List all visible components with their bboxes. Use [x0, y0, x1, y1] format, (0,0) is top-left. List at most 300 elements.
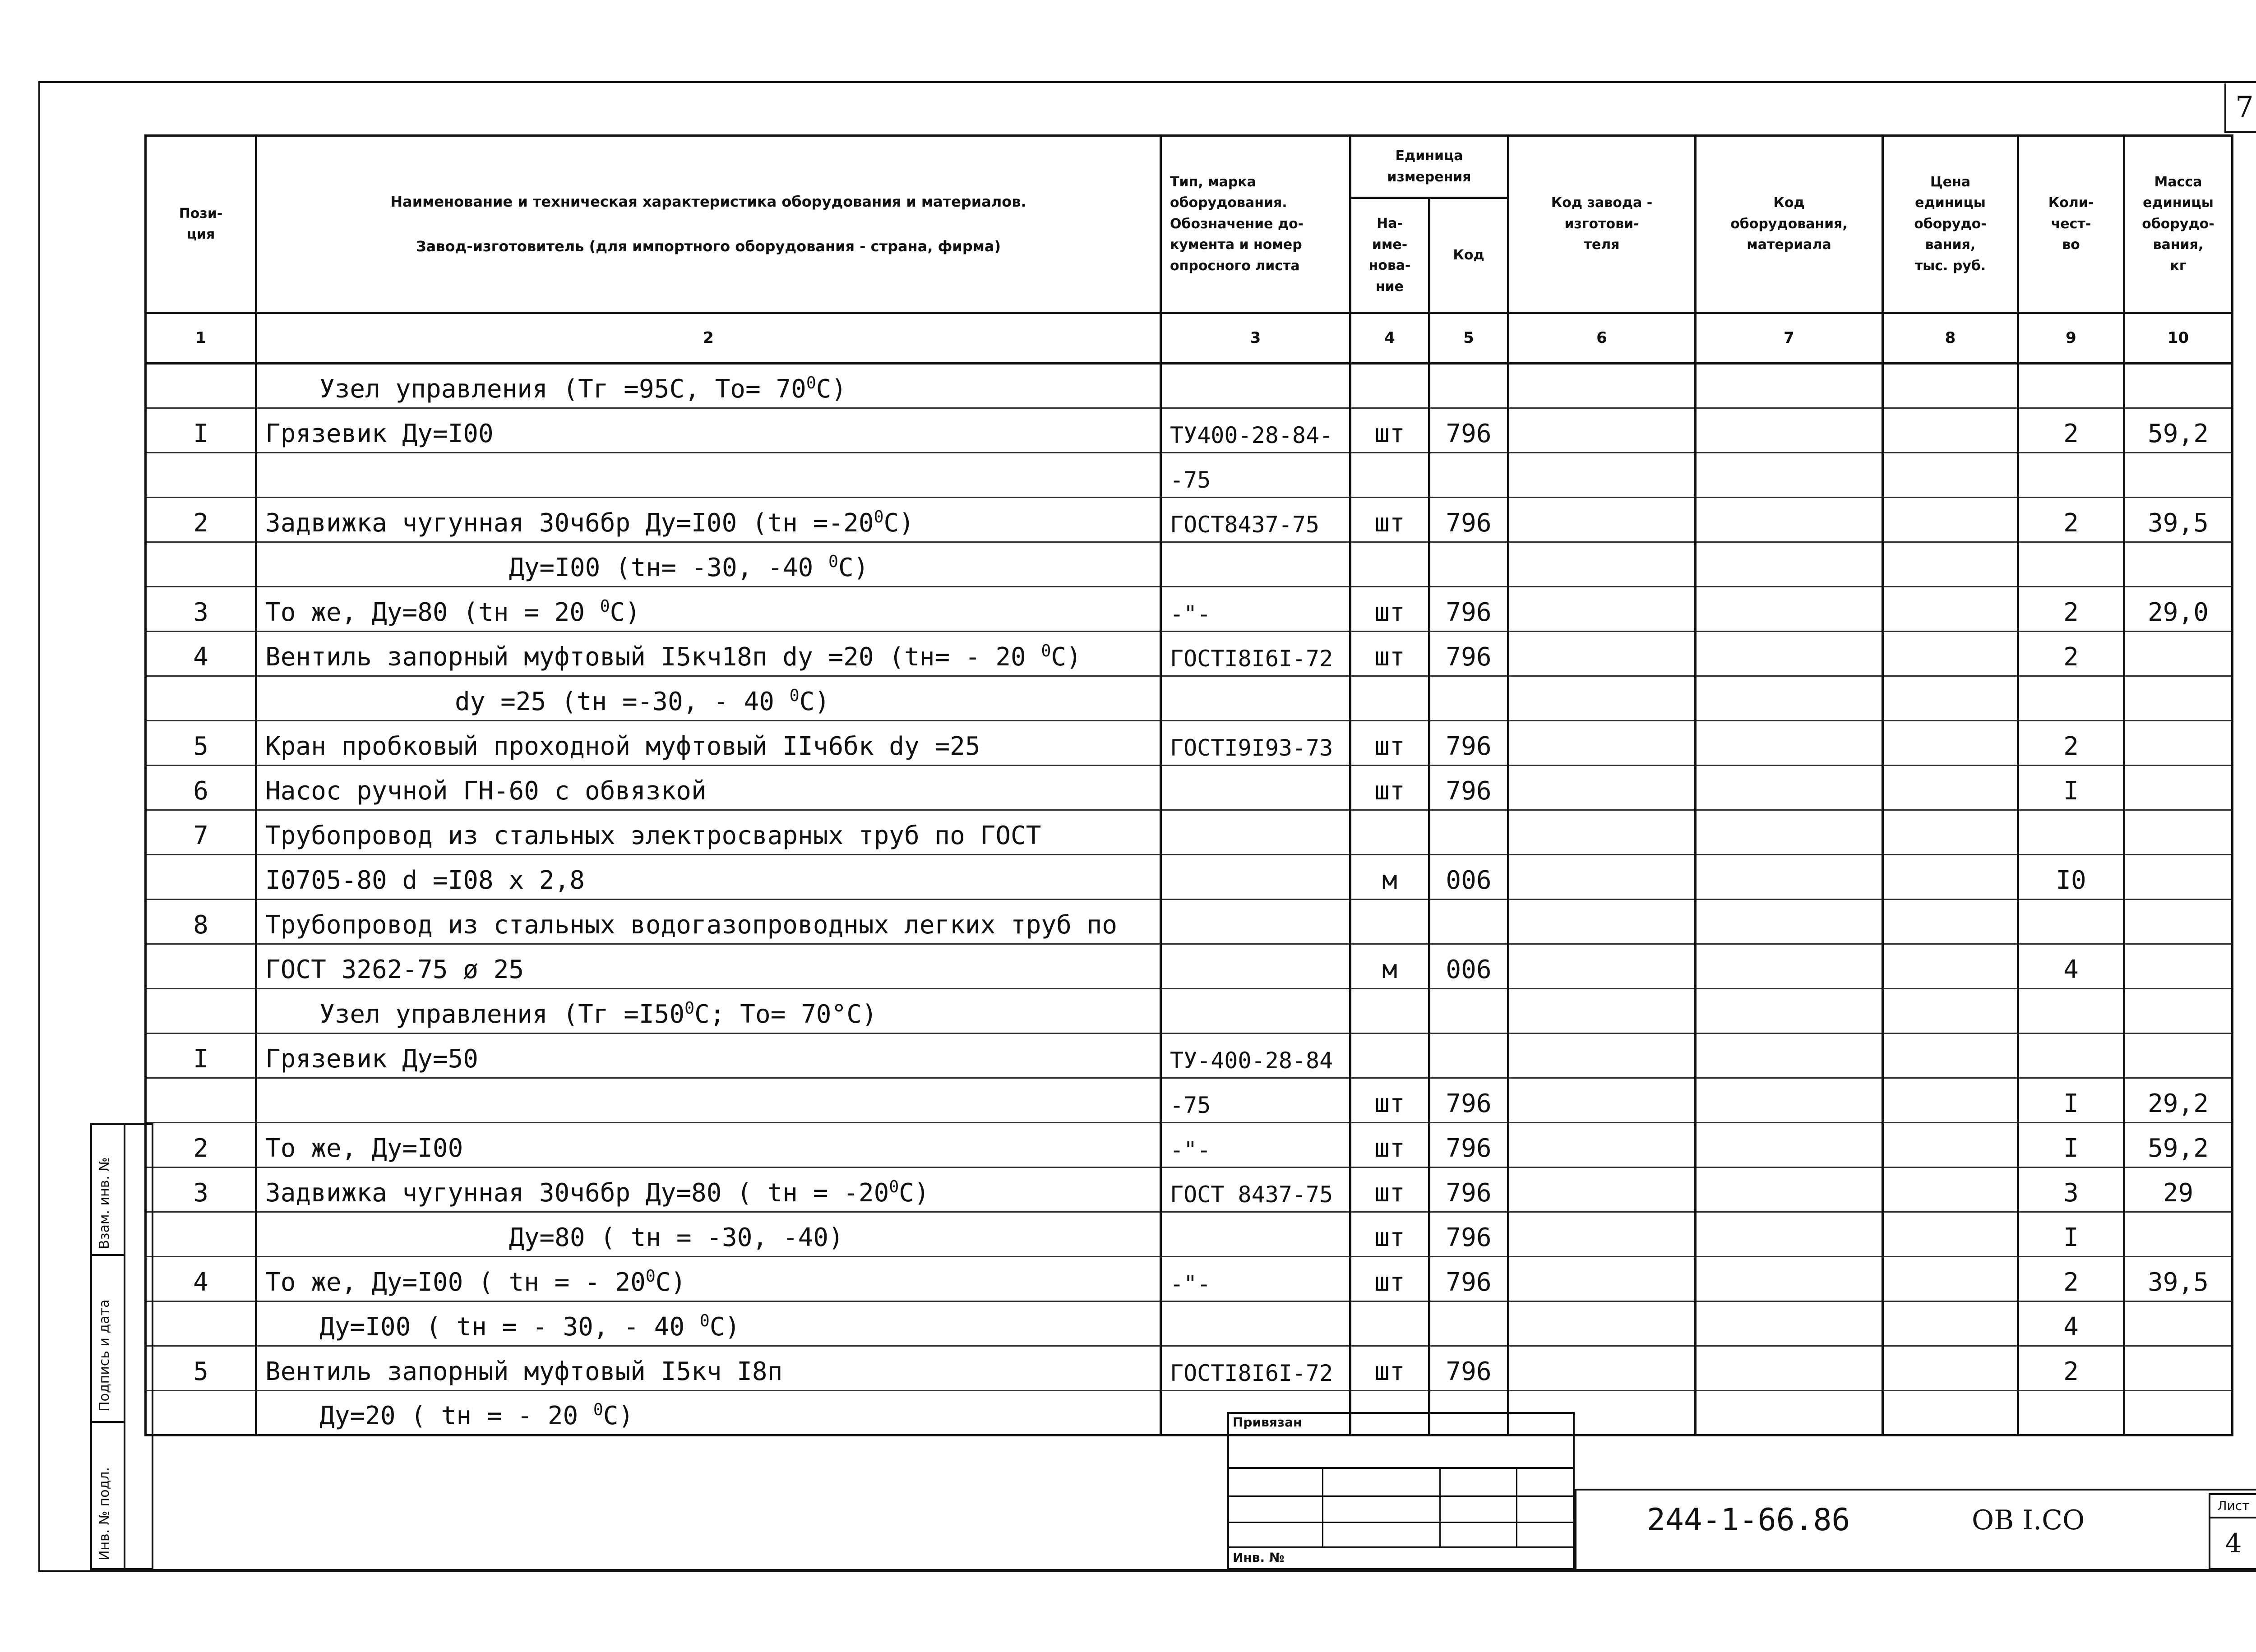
- cell-empty: [1696, 364, 1883, 408]
- cell-name-text: dу =25 (tн =-30, - 40: [455, 687, 790, 716]
- cell-name-text: Узел управления (Тг =95С, То= 70: [319, 374, 806, 404]
- cell-quantity: 2: [2018, 587, 2124, 632]
- cell-document: ТУ400-28-84-: [1161, 408, 1350, 453]
- cell-mass: 39,5: [2124, 1257, 2233, 1301]
- cell-mass: 29: [2124, 1167, 2233, 1212]
- specification-table: [144, 134, 2233, 1436]
- cell-empty: [1883, 855, 2018, 900]
- cell-name-text: Задвижка чугунная 30ч6бр Ду=I00 (tн =-20: [265, 508, 874, 538]
- cell-empty: [1508, 810, 1696, 855]
- cell-position: 5: [146, 1346, 256, 1391]
- cell-empty: [1696, 766, 1883, 810]
- cell-document: ГОСТI8I6I-72: [1161, 632, 1350, 676]
- cell-unit-code: 796: [1429, 1167, 1508, 1212]
- cell-name: [256, 989, 1161, 1034]
- cell-empty: [1696, 676, 1883, 721]
- cell-mass: 29,0: [2124, 587, 2233, 632]
- cell-quantity: 3: [2018, 1167, 2124, 1212]
- cell-unit: шт: [1350, 587, 1429, 632]
- table-row: [146, 1391, 2233, 1435]
- cell-quantity: [2018, 900, 2124, 944]
- table-row: [146, 721, 2233, 766]
- cell-document: [1161, 855, 1350, 900]
- cell-mass: [2124, 1212, 2233, 1257]
- cell-unit-code: 796: [1429, 1078, 1508, 1123]
- cell-mass: [2124, 632, 2233, 676]
- cell-name-text: Ду=20 ( tн = - 20: [319, 1401, 593, 1431]
- cell-quantity: I0: [2018, 855, 2124, 900]
- cell-unit: м: [1350, 944, 1429, 989]
- cell-empty: [1508, 1346, 1696, 1391]
- cell-empty: [1883, 1391, 2018, 1435]
- cell-empty: [1696, 1123, 1883, 1167]
- cell-name: [256, 855, 1161, 900]
- cell-name-text: Кран пробковый проходной муфтовый IIч6бк dу =25: [265, 732, 980, 761]
- cell-name: [256, 1123, 1161, 1167]
- cell-empty: [1883, 989, 2018, 1034]
- cell-name-text: Грязевик Ду=I00: [265, 419, 494, 448]
- degree-superscript: 0: [593, 1399, 603, 1419]
- cell-mass: [2124, 1034, 2233, 1078]
- table-row: [146, 810, 2233, 855]
- cell-empty: [1883, 1212, 2018, 1257]
- attachment-col-line: [1322, 1467, 1323, 1546]
- cell-name: [256, 587, 1161, 632]
- cell-name: [256, 1301, 1161, 1346]
- cell-name-text: Узел управления (Тг =I50: [319, 1000, 685, 1029]
- degree-superscript: 0: [828, 551, 838, 571]
- column-numbers-row: [146, 313, 2233, 364]
- cell-mass: [2124, 453, 2233, 498]
- cell-quantity: 2: [2018, 1346, 2124, 1391]
- header-factory-code: Код завода - изготови- теля: [1508, 136, 1696, 313]
- cell-name-tail: С): [655, 1268, 686, 1297]
- col-number: 2: [256, 313, 1161, 364]
- col-number: 7: [1696, 313, 1883, 364]
- header-unit-code: Код: [1429, 198, 1508, 313]
- cell-empty: [1508, 1167, 1696, 1212]
- cell-empty: [1696, 1034, 1883, 1078]
- cell-name-text: Насос ручной ГН-60 с обвязкой: [265, 776, 707, 806]
- cell-name-tail: С): [709, 1312, 740, 1342]
- bottom-frame-line: [90, 1569, 2256, 1571]
- cell-empty: [1508, 944, 1696, 989]
- cell-unit: шт: [1350, 632, 1429, 676]
- cell-mass: [2124, 1301, 2233, 1346]
- cell-empty: [1508, 1212, 1696, 1257]
- col-number: 4: [1350, 313, 1429, 364]
- cell-position: 5: [146, 721, 256, 766]
- cell-empty: [1696, 1391, 1883, 1435]
- header-mass: Масса единицы оборудо- вания, кг: [2124, 136, 2233, 313]
- cell-position: [146, 453, 256, 498]
- cell-document: -75: [1161, 1078, 1350, 1123]
- table-row: [146, 1257, 2233, 1301]
- cell-empty: [1883, 1034, 2018, 1078]
- cell-unit: шт: [1350, 1212, 1429, 1257]
- col-number: 5: [1429, 313, 1508, 364]
- cell-position: 7: [146, 810, 256, 855]
- stamp-cell-inv-vzam: [92, 1125, 124, 1256]
- cell-unit-code: 796: [1429, 587, 1508, 632]
- cell-empty: [1508, 1078, 1696, 1123]
- cell-unit-code: [1429, 989, 1508, 1034]
- cell-name: [256, 721, 1161, 766]
- cell-unit: м: [1350, 855, 1429, 900]
- cell-unit-code: [1429, 453, 1508, 498]
- col-number: 6: [1508, 313, 1696, 364]
- cell-empty: [1883, 453, 2018, 498]
- attachment-col-line: [1439, 1467, 1441, 1546]
- table-row: [146, 1212, 2233, 1257]
- cell-empty: [1508, 855, 1696, 900]
- cell-mass: 39,5: [2124, 498, 2233, 542]
- sheet-number: 4: [2225, 1528, 2242, 1559]
- cell-position: [146, 989, 256, 1034]
- cell-quantity: I: [2018, 766, 2124, 810]
- cell-unit-code: [1429, 1034, 1508, 1078]
- cell-empty: [1883, 587, 2018, 632]
- cell-document: [1161, 542, 1350, 587]
- specification-body: [146, 364, 2233, 1435]
- cell-empty: [1696, 989, 1883, 1034]
- attachment-row-line: [1227, 1467, 1575, 1469]
- cell-name: [256, 453, 1161, 498]
- cell-unit: шт: [1350, 1257, 1429, 1301]
- cell-quantity: 2: [2018, 498, 2124, 542]
- cell-mass: [2124, 989, 2233, 1034]
- degree-superscript: 0: [874, 507, 884, 526]
- degree-superscript: 0: [699, 1311, 710, 1330]
- cell-document: [1161, 364, 1350, 408]
- cell-empty: [1508, 676, 1696, 721]
- cell-name: [256, 498, 1161, 542]
- cell-mass: [2124, 810, 2233, 855]
- cell-empty: [1883, 1167, 2018, 1212]
- cell-unit: шт: [1350, 498, 1429, 542]
- table-row: [146, 453, 2233, 498]
- cell-empty: [1883, 1078, 2018, 1123]
- table-row: [146, 1346, 2233, 1391]
- cell-empty: [1696, 1346, 1883, 1391]
- cell-name: [256, 364, 1161, 408]
- cell-quantity: [2018, 542, 2124, 587]
- stamp-label-inv-orig: Инв. № подл.: [97, 1467, 112, 1560]
- cell-document: -"-: [1161, 1257, 1350, 1301]
- cell-name-text: ГОСТ 3262-75 ø 25: [265, 955, 524, 984]
- cell-name: [256, 1078, 1161, 1123]
- cell-unit: шт: [1350, 1346, 1429, 1391]
- cell-empty: [1883, 766, 2018, 810]
- cell-empty: [1508, 1257, 1696, 1301]
- sheet-box: [2209, 1493, 2256, 1570]
- cell-empty: [1883, 364, 2018, 408]
- cell-quantity: [2018, 453, 2124, 498]
- header-position: Пози- ция: [146, 136, 256, 313]
- cell-empty: [1883, 721, 2018, 766]
- cell-document: [1161, 1301, 1350, 1346]
- cell-position: [146, 944, 256, 989]
- cell-mass: 59,2: [2124, 1123, 2233, 1167]
- header-unit-name: На- име- нова- ние: [1350, 198, 1429, 313]
- cell-name-tail: С): [899, 1178, 929, 1208]
- cell-empty: [1508, 587, 1696, 632]
- cell-empty: [1696, 1078, 1883, 1123]
- cell-position: [146, 855, 256, 900]
- side-stamp: [90, 1123, 153, 1570]
- cell-quantity: 2: [2018, 1257, 2124, 1301]
- title-block-top-line: [1575, 1489, 2256, 1490]
- sheet-label: Лист: [2210, 1495, 2256, 1518]
- cell-quantity: [2018, 364, 2124, 408]
- cell-empty: [1508, 542, 1696, 587]
- table-row: [146, 587, 2233, 632]
- cell-empty: [1508, 1301, 1696, 1346]
- cell-name-text: Ду=I00 ( tн = - 30, - 40: [319, 1312, 700, 1342]
- cell-document: [1161, 766, 1350, 810]
- stamp-label-sign-date: Подпись и дата: [97, 1299, 112, 1412]
- col-number: 8: [1883, 313, 2018, 364]
- cell-unit: [1350, 989, 1429, 1034]
- cell-empty: [1696, 498, 1883, 542]
- cell-empty: [1696, 632, 1883, 676]
- degree-superscript: 0: [1041, 641, 1051, 660]
- cell-name: [256, 810, 1161, 855]
- cell-position: I: [146, 1034, 256, 1078]
- cell-document: [1161, 944, 1350, 989]
- cell-unit-code: [1429, 364, 1508, 408]
- inventory-number-label: Инв. №: [1233, 1550, 1285, 1565]
- table-row: [146, 1167, 2233, 1212]
- cell-empty: [1883, 408, 2018, 453]
- cell-name: [256, 1212, 1161, 1257]
- cell-mass: [2124, 900, 2233, 944]
- degree-superscript: 0: [645, 1266, 656, 1286]
- cell-document: -"-: [1161, 1123, 1350, 1167]
- title-block-left-line: [1575, 1489, 1576, 1570]
- cell-empty: [1883, 1346, 2018, 1391]
- cell-empty: [1696, 1167, 1883, 1212]
- cell-unit-code: 796: [1429, 1123, 1508, 1167]
- document-number: 244-1-66.86: [1647, 1502, 1850, 1538]
- header-unit: Единица измерения: [1350, 136, 1508, 198]
- attachment-block: [1227, 1412, 1575, 1570]
- cell-document: -"-: [1161, 587, 1350, 632]
- header-name: Наименование и техническая характеристика оборудования и материалов. Завод-изготовитель (для импортного оборудования - страна, фирма): [256, 136, 1161, 313]
- cell-document: ГОСТI8I6I-72: [1161, 1346, 1350, 1391]
- cell-name: [256, 900, 1161, 944]
- cell-mass: [2124, 676, 2233, 721]
- cell-mass: [2124, 944, 2233, 989]
- cell-empty: [1696, 453, 1883, 498]
- cell-mass: 59,2: [2124, 408, 2233, 453]
- cell-unit: шт: [1350, 408, 1429, 453]
- cell-unit: [1350, 364, 1429, 408]
- cell-empty: [1696, 900, 1883, 944]
- cell-unit: шт: [1350, 721, 1429, 766]
- table-row: [146, 1078, 2233, 1123]
- cell-position: 2: [146, 498, 256, 542]
- attachment-row-line: [1227, 1546, 1575, 1548]
- table-row: [146, 498, 2233, 542]
- cell-unit: [1350, 900, 1429, 944]
- cell-name-text: То же, Ду=I00: [265, 1134, 463, 1163]
- cell-unit-code: 796: [1429, 766, 1508, 810]
- cell-unit: [1350, 676, 1429, 721]
- table-row: [146, 542, 2233, 587]
- cell-position: 3: [146, 587, 256, 632]
- cell-unit: [1350, 542, 1429, 587]
- cell-quantity: [2018, 810, 2124, 855]
- cell-name-text: То же, Ду=80 (tн = 20: [265, 598, 600, 627]
- cell-document: ГОСТ 8437-75: [1161, 1167, 1350, 1212]
- cell-empty: [1508, 498, 1696, 542]
- cell-position: [146, 1391, 256, 1435]
- cell-name-tail: С): [799, 687, 830, 716]
- cell-empty: [1696, 855, 1883, 900]
- cell-position: [146, 542, 256, 587]
- cell-mass: 29,2: [2124, 1078, 2233, 1123]
- cell-empty: [1883, 944, 2018, 989]
- cell-quantity: I: [2018, 1078, 2124, 1123]
- cell-name-text: То же, Ду=I00 ( tн = - 20: [265, 1268, 646, 1297]
- cell-position: 3: [146, 1167, 256, 1212]
- cell-name: [256, 1034, 1161, 1078]
- cell-document: [1161, 810, 1350, 855]
- cell-empty: [1883, 1123, 2018, 1167]
- header-price: Цена единицы оборудо- вания, тыс. руб.: [1883, 136, 2018, 313]
- col-number: 1: [146, 313, 256, 364]
- cell-unit-code: [1429, 900, 1508, 944]
- cell-position: 4: [146, 632, 256, 676]
- cell-empty: [1508, 408, 1696, 453]
- cell-name-text: Вентиль запорный муфтовый I5кч18п dу =20 (tн= - 20: [265, 642, 1041, 672]
- sheet-number-top: 7: [2224, 83, 2256, 133]
- cell-quantity: 2: [2018, 721, 2124, 766]
- cell-empty: [1883, 632, 2018, 676]
- cell-name-tail: С): [838, 553, 869, 582]
- cell-name: [256, 408, 1161, 453]
- cell-name: [256, 1346, 1161, 1391]
- cell-position: [146, 364, 256, 408]
- cell-unit-code: 796: [1429, 408, 1508, 453]
- cell-empty: [1508, 1034, 1696, 1078]
- cell-name: [256, 766, 1161, 810]
- cell-name-text: Вентиль запорный муфтовый I5кч I8п: [265, 1357, 783, 1386]
- cell-empty: [1883, 900, 2018, 944]
- attachment-col-line: [1516, 1467, 1517, 1546]
- cell-unit: [1350, 453, 1429, 498]
- table-row: [146, 1301, 2233, 1346]
- table-row: [146, 1034, 2233, 1078]
- cell-empty: [1508, 989, 1696, 1034]
- cell-empty: [1883, 676, 2018, 721]
- cell-empty: [1696, 1257, 1883, 1301]
- cell-unit-code: 796: [1429, 721, 1508, 766]
- table-row: [146, 632, 2233, 676]
- cell-position: [146, 1301, 256, 1346]
- cell-document: [1161, 989, 1350, 1034]
- cell-empty: [1696, 587, 1883, 632]
- degree-superscript: 0: [684, 998, 695, 1018]
- cell-quantity: [2018, 1034, 2124, 1078]
- table-row: [146, 989, 2233, 1034]
- cell-name-tail: С): [883, 508, 914, 538]
- cell-empty: [1883, 1301, 2018, 1346]
- table-row: [146, 408, 2233, 453]
- stamp-divider: [124, 1125, 125, 1568]
- cell-name-text: Грязевик Ду=50: [265, 1044, 479, 1074]
- cell-unit: [1350, 1034, 1429, 1078]
- col-number: 9: [2018, 313, 2124, 364]
- cell-name-text: Трубопровод из стальных электросварных труб по ГОСТ: [265, 821, 1041, 850]
- stamp-cell-sign-date: [92, 1256, 124, 1423]
- table-row: [146, 364, 2233, 408]
- cell-unit-code: 796: [1429, 1346, 1508, 1391]
- cell-empty: [1696, 408, 1883, 453]
- cell-name: [256, 632, 1161, 676]
- attachment-row-line: [1227, 1495, 1575, 1497]
- stamp-label-inv-vzam: Взам. инв. №: [97, 1157, 112, 1249]
- table-row: [146, 944, 2233, 989]
- cell-name-text: Ду=I00 (tн= -30, -40: [509, 553, 829, 582]
- cell-position: 2: [146, 1123, 256, 1167]
- degree-superscript: 0: [789, 685, 800, 705]
- cell-document: ТУ-400-28-84: [1161, 1034, 1350, 1078]
- cell-unit-code: [1429, 542, 1508, 587]
- cell-mass: [2124, 1391, 2233, 1435]
- cell-name-tail: С; То= 70°С): [694, 1000, 877, 1029]
- cell-mass: [2124, 1346, 2233, 1391]
- cell-unit-code: 796: [1429, 498, 1508, 542]
- cell-position: I: [146, 408, 256, 453]
- cell-unit: [1350, 1301, 1429, 1346]
- cell-document: [1161, 676, 1350, 721]
- cell-empty: [1696, 810, 1883, 855]
- cell-name: [256, 1391, 1161, 1435]
- cell-quantity: I: [2018, 1212, 2124, 1257]
- cell-unit: шт: [1350, 766, 1429, 810]
- cell-unit-code: 796: [1429, 1212, 1508, 1257]
- cell-name-tail: С): [1051, 642, 1082, 672]
- cell-document: ГОСТ8437-75: [1161, 498, 1350, 542]
- table-row: [146, 676, 2233, 721]
- cell-empty: [1508, 1123, 1696, 1167]
- cell-name-text: Задвижка чугунная 30ч6бр Ду=80 ( tн = -20: [265, 1178, 889, 1208]
- cell-quantity: 2: [2018, 408, 2124, 453]
- cell-document: -75: [1161, 453, 1350, 498]
- document-code: ОВ I.СО: [1972, 1504, 2085, 1536]
- cell-name: [256, 944, 1161, 989]
- col-number: 3: [1161, 313, 1350, 364]
- degree-superscript: 0: [600, 596, 610, 616]
- cell-unit: шт: [1350, 1123, 1429, 1167]
- cell-empty: [1696, 721, 1883, 766]
- cell-mass: [2124, 542, 2233, 587]
- cell-unit-code: 796: [1429, 632, 1508, 676]
- cell-mass: [2124, 721, 2233, 766]
- attachment-row-line: [1227, 1522, 1575, 1523]
- cell-empty: [1696, 944, 1883, 989]
- cell-name: [256, 676, 1161, 721]
- cell-unit: [1350, 810, 1429, 855]
- cell-empty: [1696, 1301, 1883, 1346]
- cell-quantity: 4: [2018, 944, 2124, 989]
- table-row: [146, 766, 2233, 810]
- cell-mass: [2124, 364, 2233, 408]
- cell-document: [1161, 1212, 1350, 1257]
- cell-empty: [1883, 498, 2018, 542]
